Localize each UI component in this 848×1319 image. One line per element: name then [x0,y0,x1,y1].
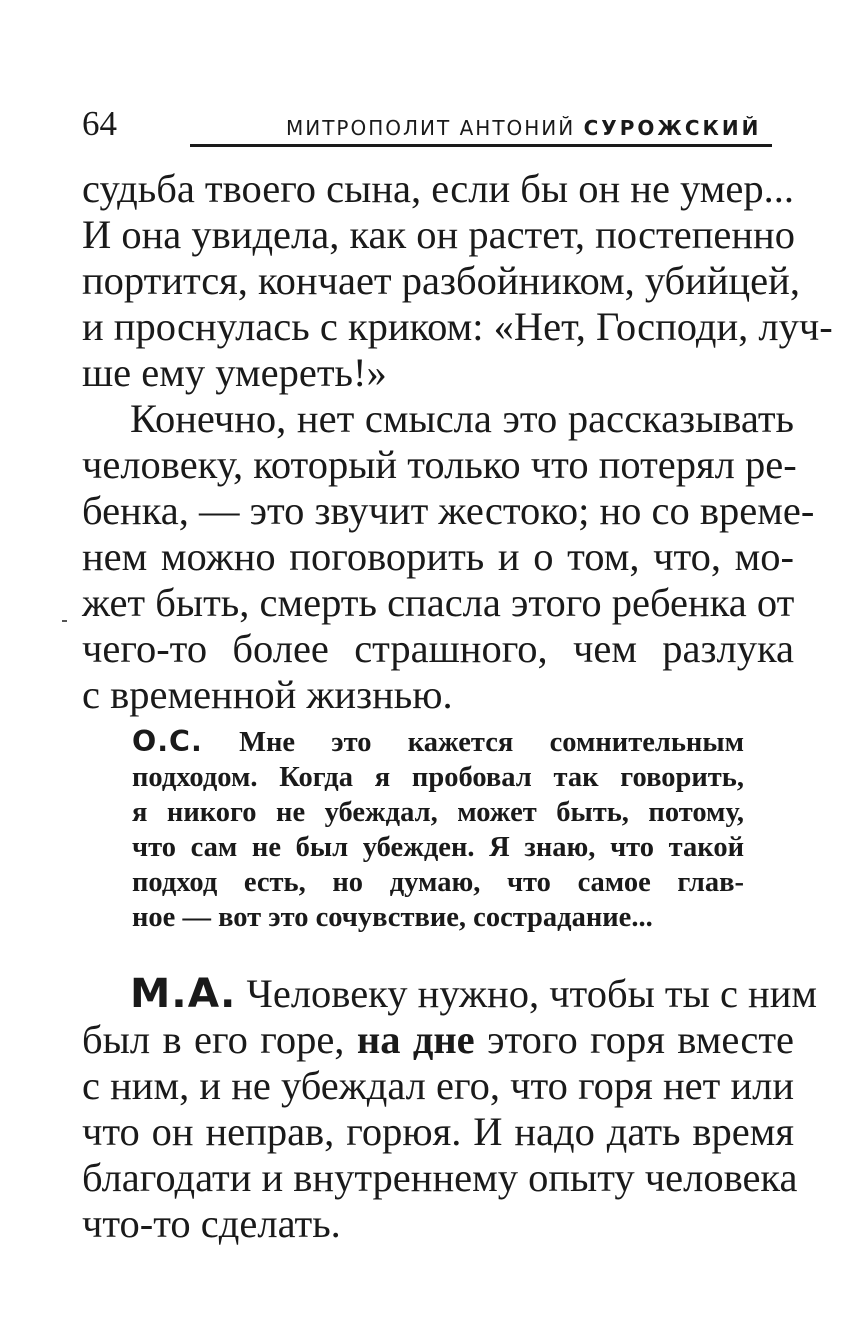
emphasis-text: на дне [356,1017,475,1062]
text-line: что он неправ, горюя. И надо дать время [82,1109,794,1154]
dialog-os [132,724,744,935]
text-line: подходом. Когда я пробовал так говорить, [132,762,744,793]
text-line: что сам не был убежден. Я знаю, что такой [132,832,744,863]
text-line [132,724,744,760]
text-line: благодати и внутреннему опыту человека [82,1155,798,1200]
text-line: что-то сделать. [82,1201,341,1246]
paragraph-1 [82,166,833,396]
page-number: 64 [82,104,117,143]
text-line: с ним, и не убеждал его, что горя нет или [82,1063,794,1108]
text-line: с временной жизнью. [82,672,453,717]
text-line: я никого не убеждал, может быть, потому, [132,797,744,828]
running-head [82,104,782,148]
text-line: И она увидела, как он растет, постепенно [82,212,795,257]
text-line: нем можно поговорить и о том, что, мо- [82,534,794,579]
dialog-text: был в его горе, [82,1017,345,1062]
author-surname: СУРОЖСКИЙ [583,116,762,140]
paragraph-2 [82,396,815,718]
text-line: ное — вот это сочувствие, сострадание... [132,902,653,933]
text-line: судьба твоего сына, если бы он не умер... [82,166,794,211]
text-line: чего-то более страшного, чем разлука [82,626,794,671]
margin-mark [62,620,67,622]
text-line: подход есть, но думаю, что самое глав- [132,867,744,898]
dialog-text: Человеку нужно, чтобы ты с ним [246,971,818,1016]
running-title [286,116,761,140]
text-line: Конечно, нет смысла это рассказывать [130,396,794,441]
text-line: бенка, — это звучит жестоко; но со време- [82,488,815,533]
header-rule [190,144,772,147]
dialog-text: этого горя вместе [487,1017,795,1062]
dialog-ma [82,969,818,1247]
text-line: жет быть, смерть спасла этого ребенка от [82,580,795,625]
author-title: МИТРОПОЛИТ АНТОНИЙ [286,116,576,140]
text-line [82,969,818,1017]
text-line: ше ему умереть!» [82,350,387,395]
text-line [82,1017,794,1063]
dialog-text: Мне это кажется сомнительным [239,727,744,758]
text-line: и проснулась с криком: «Нет, Господи, луч- [82,304,833,349]
speaker-label: О.С. [132,725,203,758]
text-line: человеку, который только что потерял ре- [82,442,797,487]
speaker-label: М.А. [130,969,237,1017]
text-line: портится, кончает разбойником, убийцей, [82,258,800,303]
